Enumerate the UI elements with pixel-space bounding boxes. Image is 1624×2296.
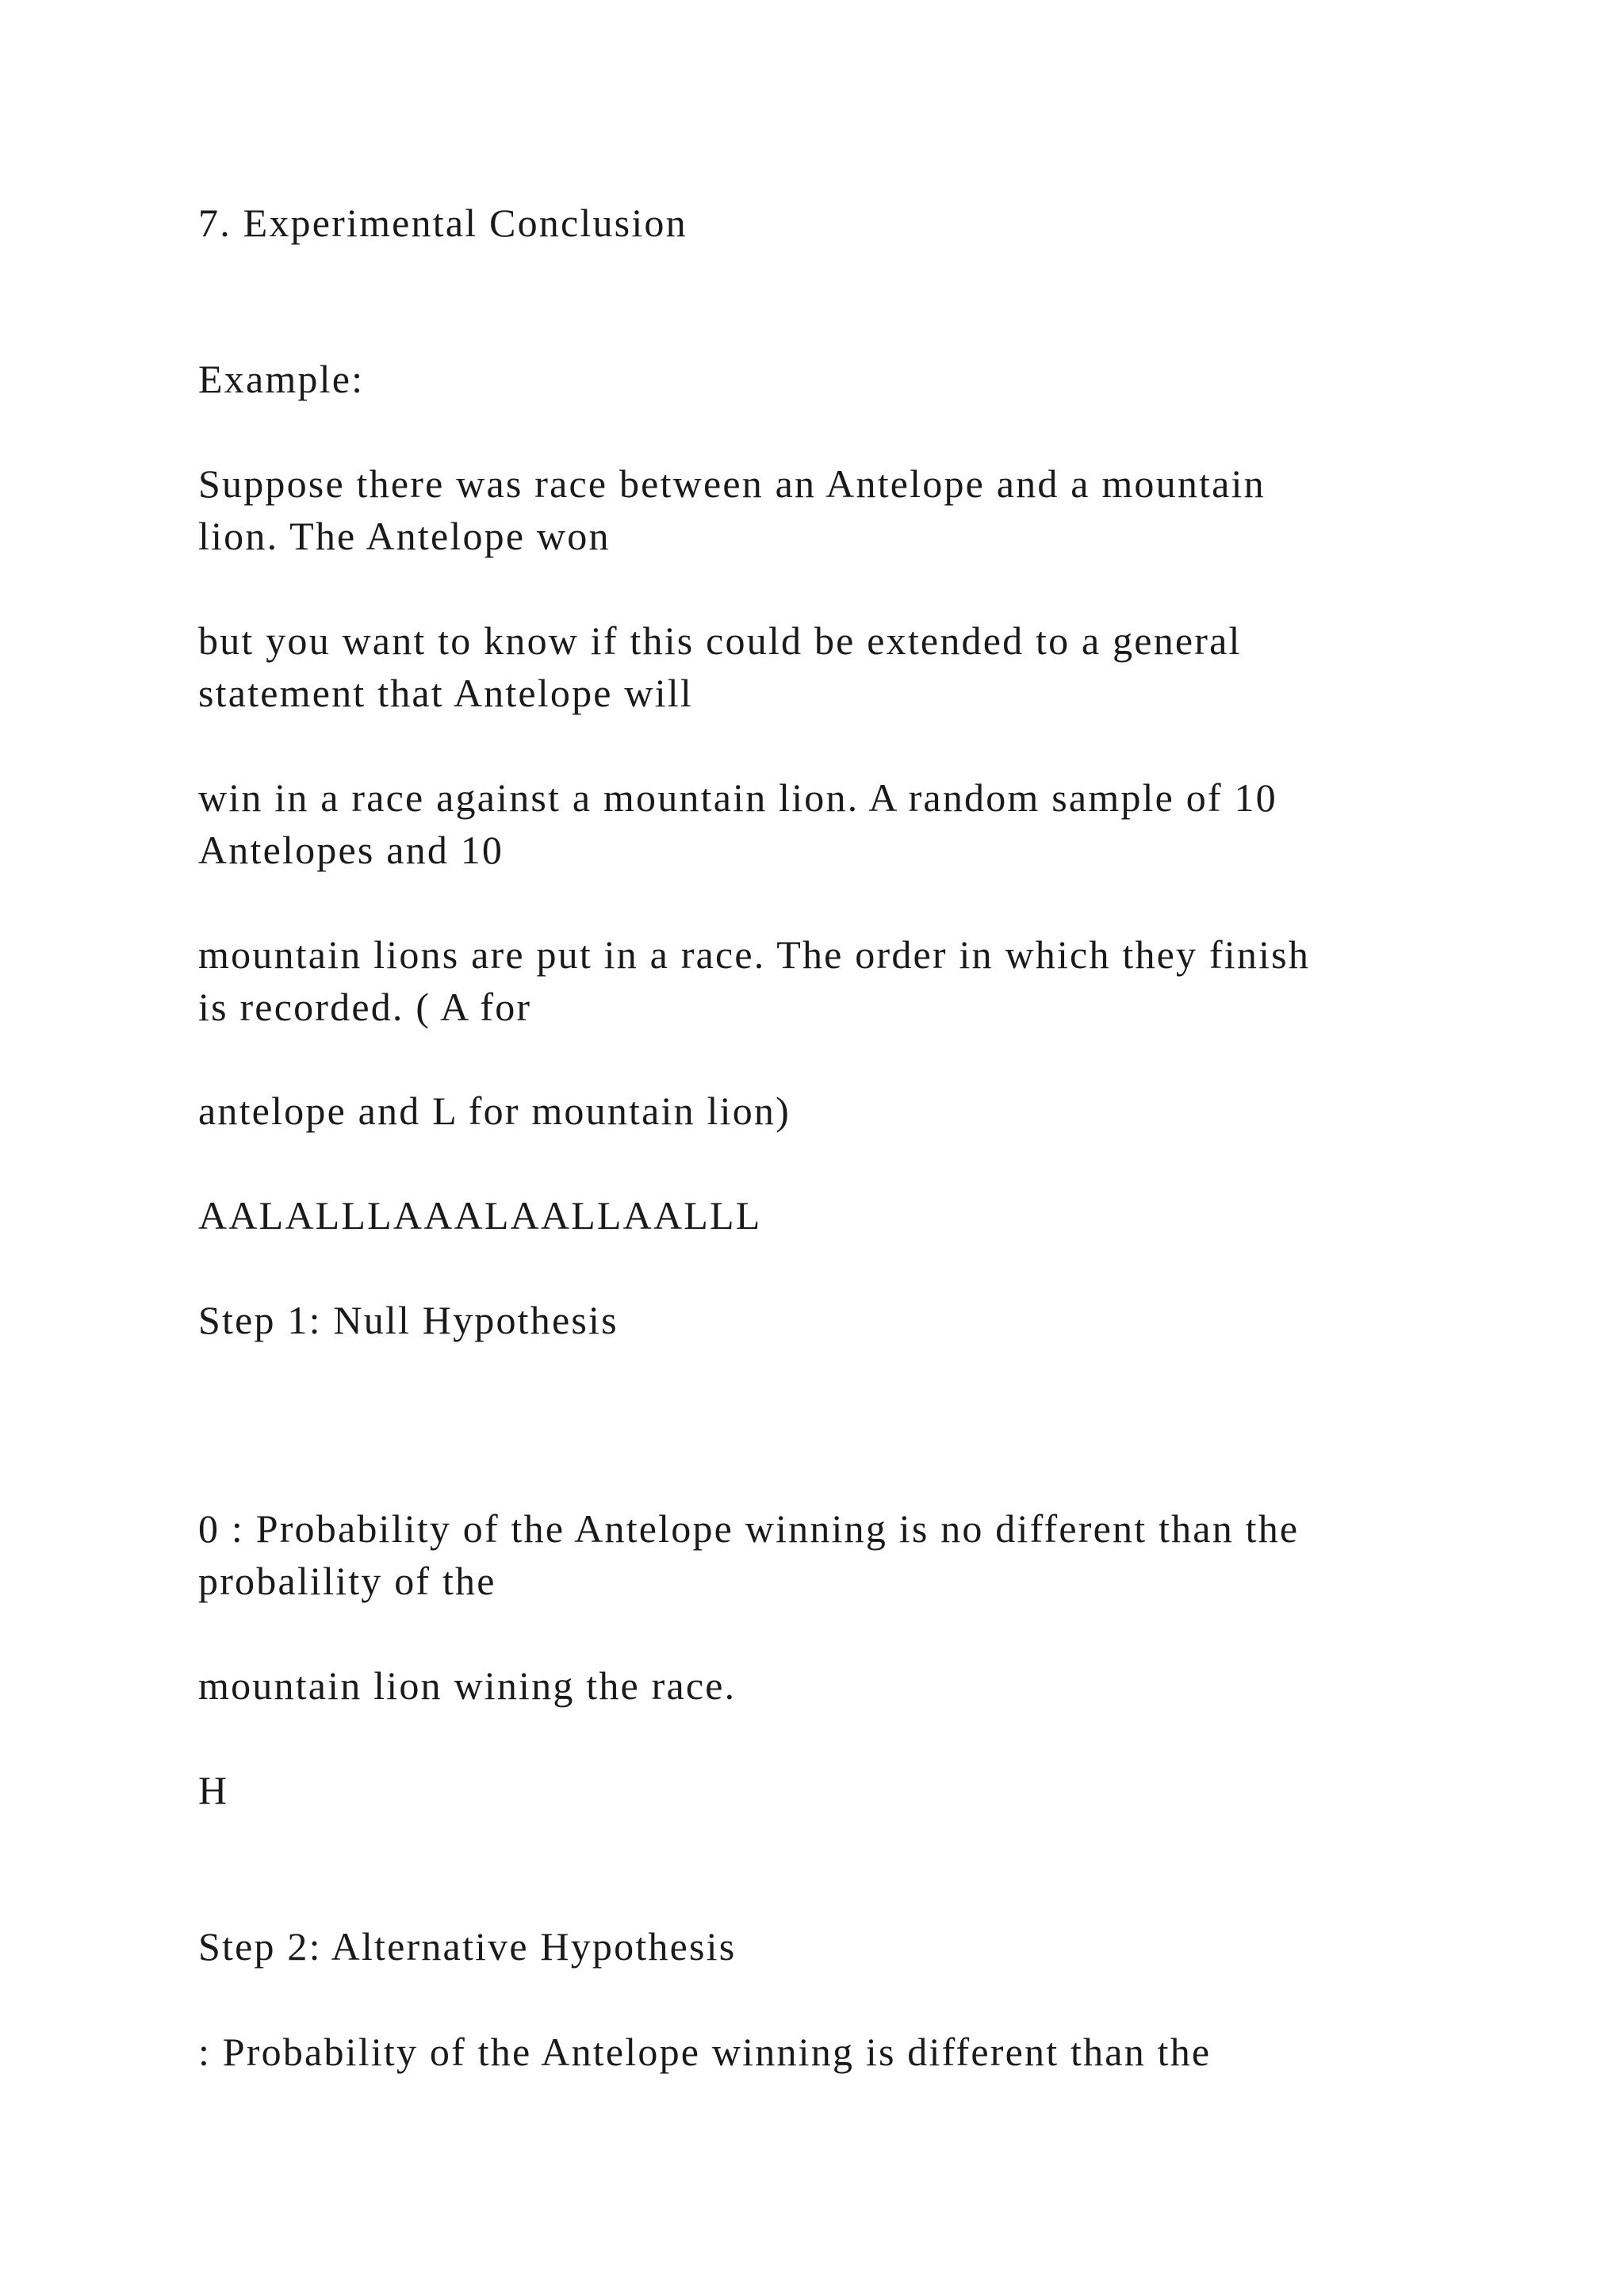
- alternative-hypothesis-line-1: : Probability of the Antelope winning is different than the: [198, 2030, 1212, 2074]
- null-hypothesis-continuation: mountain lion wining the race.: [198, 1663, 737, 1708]
- paragraph-3-line-2: Antelopes and 10: [198, 828, 504, 872]
- paragraph-2-line-2: statement that Antelope will: [198, 671, 693, 715]
- section-heading: 7. Experimental Conclusion: [198, 201, 688, 245]
- example-label: Example:: [198, 357, 365, 401]
- paragraph-5-line-1: antelope and L for mountain lion): [198, 1089, 791, 1133]
- paragraph-4-line-2: is recorded. ( A for: [198, 985, 532, 1029]
- step-2-heading: Step 2: Alternative Hypothesis: [198, 1924, 737, 1969]
- paragraph-4-line-1: mountain lions are put in a race. The order in which they finish: [198, 932, 1311, 977]
- null-hypothesis-line-1: 0 : Probability of the Antelope winning is no different than the: [198, 1506, 1300, 1551]
- paragraph-2-line-1: but you want to know if this could be extended to a general: [198, 618, 1242, 663]
- race-sequence: AALALLLAAALAALLAALLL: [198, 1193, 762, 1238]
- paragraph-3-line-1: win in a race against a mountain lion. A random sample of 10: [198, 775, 1277, 820]
- paragraph-1-line-2: lion. The Antelope won: [198, 514, 611, 558]
- hypothesis-symbol-h: H: [198, 1768, 229, 1812]
- paragraph-1-line-1: Suppose there was race between an Antelope and a mountain: [198, 461, 1266, 506]
- step-1-heading: Step 1: Null Hypothesis: [198, 1298, 619, 1342]
- null-hypothesis-line-2: probalility of the: [198, 1559, 496, 1603]
